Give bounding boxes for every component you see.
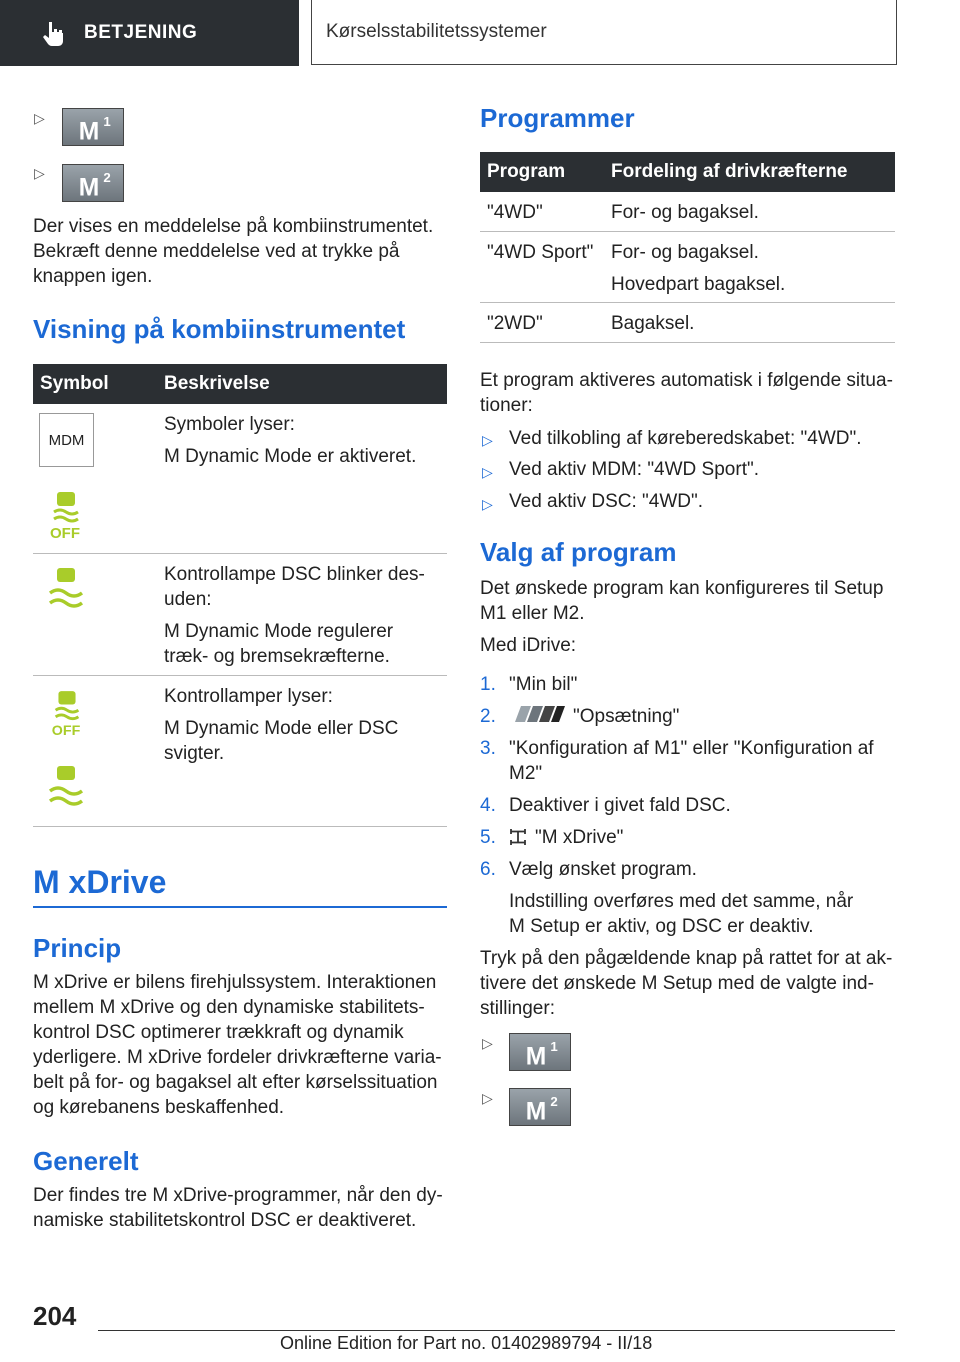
generelt-line: Der findes tre M xDrive-programmer, når den dy- bbox=[33, 1185, 443, 1206]
step-text: M Setup er aktiv, og DSC er deaktiv. bbox=[509, 916, 814, 937]
fordeling-cell: Hovedpart bagaksel. bbox=[611, 274, 786, 295]
generelt-line: namiske stabilitetskontrol DSC er deaktiveret. bbox=[33, 1210, 417, 1231]
table-divider bbox=[33, 675, 447, 676]
auto-paragraph bbox=[480, 368, 893, 418]
heading-programmer: Programmer bbox=[480, 103, 635, 133]
tryk-paragraph bbox=[480, 946, 892, 1021]
auto-bullet: Ved tilkobling af køreberedskabet: "4WD". bbox=[509, 428, 862, 449]
heading-visning: Visning på kombiinstrumentet bbox=[33, 314, 406, 344]
desc-line: M Dynamic Mode er aktiveret. bbox=[164, 446, 417, 467]
desc-line: M Dynamic Mode eller DSC bbox=[164, 718, 399, 739]
tryk-line: tivere det ønskede M Setup med de valgte ind- bbox=[480, 973, 874, 994]
auto-bullet: Ved aktiv DSC: "4WD". bbox=[509, 491, 704, 512]
auto-line: Et program aktiveres automatisk i følgende situa- bbox=[480, 370, 893, 391]
desc-line: Symboler lyser: bbox=[164, 414, 295, 435]
step-number: 6. bbox=[480, 859, 496, 880]
step-text: "M xDrive" bbox=[535, 827, 624, 848]
princip-paragraph bbox=[33, 970, 442, 1120]
valg-line: Det ønskede program kan konfigureres til Setup bbox=[480, 578, 884, 599]
hand-pointer-icon bbox=[40, 19, 68, 47]
fordeling-cell: For- og bagaksel. bbox=[611, 202, 759, 223]
desc-line: M Dynamic Mode regulerer bbox=[164, 621, 394, 642]
svg-text:1: 1 bbox=[103, 114, 111, 130]
m2-key-icon bbox=[62, 164, 124, 202]
desc-line: uden: bbox=[164, 589, 212, 610]
table-divider bbox=[33, 553, 447, 554]
svg-text:2: 2 bbox=[550, 1094, 558, 1110]
table-divider bbox=[480, 231, 895, 232]
step-text: M2" bbox=[509, 763, 543, 784]
bullet-icon: ▷ bbox=[482, 496, 493, 512]
fordeling-cell: For- og bagaksel. bbox=[611, 242, 759, 263]
svg-text:M: M bbox=[78, 118, 100, 145]
princip-line: belt på for- og bagaksel alt efter kørselssituation bbox=[33, 1072, 438, 1093]
page-number: 204 bbox=[33, 1301, 77, 1331]
bullet-icon: ▷ bbox=[482, 432, 493, 448]
bullet-icon: ▷ bbox=[34, 110, 45, 126]
program-cell: "4WD" bbox=[487, 202, 543, 223]
step-text: Indstilling overføres med det samme, når bbox=[509, 891, 854, 912]
mdm-symbol: MDM bbox=[39, 413, 94, 467]
dsc-icon bbox=[46, 764, 86, 814]
desc-line: Kontrollamper lyser: bbox=[164, 686, 333, 707]
page-header bbox=[0, 0, 960, 66]
col-description: Beskrivelse bbox=[164, 373, 270, 394]
princip-line: og kørebanens beskaffenhed. bbox=[33, 1097, 285, 1118]
bullet-icon: ▷ bbox=[34, 165, 45, 181]
step-number: 4. bbox=[480, 795, 496, 816]
col-program: Program bbox=[487, 161, 566, 182]
desc-line: træk- og bremsekræfterne. bbox=[164, 646, 390, 667]
dsc-off-icon bbox=[46, 490, 86, 540]
table-divider bbox=[33, 826, 447, 827]
chapter-tab[interactable] bbox=[311, 0, 897, 65]
step-number: 5. bbox=[480, 827, 496, 848]
program-cell: "4WD Sport" bbox=[487, 242, 594, 263]
bullet-icon: ▷ bbox=[482, 464, 493, 480]
section-tab[interactable] bbox=[0, 0, 299, 66]
intro-line: Bekræft denne meddelelse ved at trykke på bbox=[33, 241, 400, 262]
fordeling-cell: Bagaksel. bbox=[611, 313, 695, 334]
svg-text:OFF: OFF bbox=[51, 722, 81, 738]
heading-princip: Princip bbox=[33, 933, 122, 963]
generelt-paragraph bbox=[33, 1183, 443, 1233]
svg-text:M: M bbox=[78, 174, 100, 201]
step-number: 3. bbox=[480, 738, 496, 759]
program-cell: "2WD" bbox=[487, 313, 543, 334]
m1-key-icon bbox=[509, 1033, 571, 1071]
chapter-title: Kørselsstabilitetssystemer bbox=[326, 21, 547, 42]
drivetrain-icon bbox=[509, 827, 527, 847]
svg-text:2: 2 bbox=[103, 170, 111, 186]
heading-valg: Valg af program bbox=[480, 537, 677, 567]
heading-underline bbox=[33, 906, 447, 908]
m-stripes-icon bbox=[509, 706, 565, 722]
table-divider bbox=[480, 302, 895, 303]
bullet-icon: ▷ bbox=[482, 1090, 493, 1106]
auto-line: tioner: bbox=[480, 395, 533, 416]
med-idrive: Med iDrive: bbox=[480, 635, 577, 656]
svg-text:M: M bbox=[525, 1098, 547, 1125]
intro-line: Der vises en meddelelse på kombiinstrumentet. bbox=[33, 216, 434, 237]
auto-bullet: Ved aktiv MDM: "4WD Sport". bbox=[509, 459, 759, 480]
princip-line: M xDrive er bilens firehjulssystem. Interaktionen bbox=[33, 972, 437, 993]
table-divider bbox=[480, 342, 895, 343]
desc-line: svigter. bbox=[164, 743, 225, 764]
heading-generelt: Generelt bbox=[33, 1146, 139, 1176]
valg-paragraph bbox=[480, 576, 883, 626]
step-number: 1. bbox=[480, 674, 496, 695]
step-text: "Konfiguration af M1" eller "Konfiguration af bbox=[509, 738, 874, 759]
m2-key-icon bbox=[509, 1088, 571, 1126]
bullet-icon: ▷ bbox=[482, 1035, 493, 1051]
symbol-table-header bbox=[33, 364, 447, 404]
step-text: Deaktiver i givet fald DSC. bbox=[509, 795, 731, 816]
svg-text:OFF: OFF bbox=[50, 525, 80, 540]
princip-line: kontrol DSC optimerer trækkraft og dynamik bbox=[33, 1022, 404, 1043]
step-text: "Opsætning" bbox=[573, 706, 680, 727]
heading-xdrive: M xDrive bbox=[33, 864, 167, 900]
tryk-line: stillinger: bbox=[480, 998, 555, 1019]
program-table-header bbox=[480, 152, 895, 192]
step-text: Vælg ønsket program. bbox=[509, 859, 697, 880]
footer-rule bbox=[98, 1330, 895, 1331]
tryk-line: Tryk på den pågældende knap på rattet for at ak- bbox=[480, 948, 893, 969]
princip-line: mellem M xDrive og den dynamiske stabilitets- bbox=[33, 997, 425, 1018]
desc-line: Kontrollampe DSC blinker des- bbox=[164, 564, 425, 585]
intro-line: knappen igen. bbox=[33, 266, 153, 287]
edition-text: Online Edition for Part no. 01402989794 - II/18 bbox=[280, 1333, 653, 1353]
m1-key-icon bbox=[62, 108, 124, 146]
col-symbol: Symbol bbox=[40, 373, 109, 394]
valg-line: M1 eller M2. bbox=[480, 603, 585, 624]
dsc-off-icon bbox=[48, 688, 86, 738]
princip-line: yderligere. M xDrive fordeler drivkræfterne varia- bbox=[33, 1047, 442, 1068]
step-number: 2. bbox=[480, 706, 496, 727]
dsc-icon bbox=[46, 566, 86, 616]
section-title: BETJENING bbox=[84, 22, 198, 43]
svg-text:1: 1 bbox=[550, 1039, 558, 1055]
step-text: "Min bil" bbox=[509, 674, 578, 695]
col-fordeling: Fordeling af drivkræfterne bbox=[611, 161, 848, 182]
svg-text:M: M bbox=[525, 1043, 547, 1070]
